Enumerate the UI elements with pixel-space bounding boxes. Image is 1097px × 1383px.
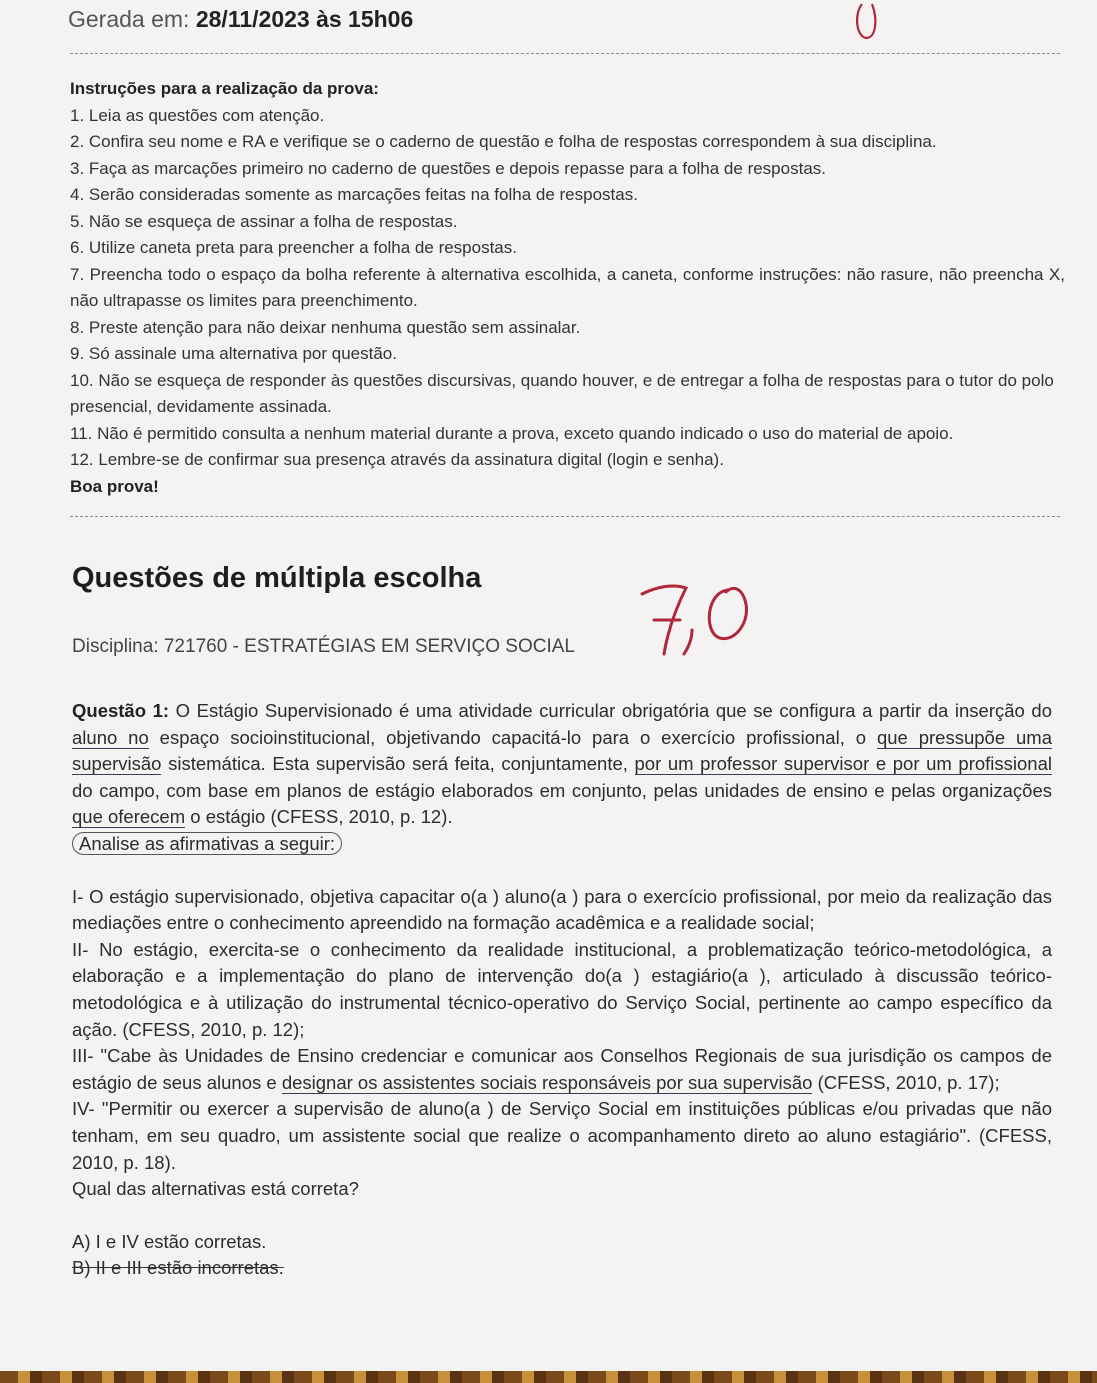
grade-handwritten bbox=[628, 570, 768, 665]
stem-text: espaço socioinstitucional, objetivando capacitá-lo para o exercício profissional, o bbox=[148, 726, 877, 748]
discipline-line: Disciplina: 721760 - ESTRATÉGIAS EM SERVIÇO SOCIAL bbox=[72, 636, 575, 657]
instructions-title: Instruções para a realização da prova: bbox=[70, 79, 379, 98]
question-1-ask: Qual das alternativas está correta? bbox=[72, 1178, 359, 1200]
instruction-item: 7. Preencha todo o espaço da bolha referente à alternativa escolhida, a caneta, conforme instruções: não rasure, não preencha X, não ultrapasse os limites para preenchimento. bbox=[70, 264, 1065, 310]
question-1-stem bbox=[72, 698, 1052, 831]
statement-1: I- O estágio supervisionado, objetiva capacitar o(a ) aluno(a ) para o exercício profissional, por meio da realização das mediações entre o conhecimento apreendido na formação acadêmica e a realidade social; bbox=[72, 885, 1052, 934]
question-1-label: Questão 1: bbox=[72, 700, 170, 721]
bottom-edge-strip bbox=[0, 1371, 1097, 1383]
option-b[interactable]: B) II e III estão incorretas. bbox=[72, 1257, 284, 1279]
statement-2: II- No estágio, exercita-se o conhecimento da realidade institucional, a problematização teórico-metodológica, a elaboração e a implementação do plano de intervenção do(a ) estagiário(a ), articulado à discussão teórico-metodológica e à utilização do instrumental técnico-operativo do Serviço Social, pertinente ao campo específico da ação. (CFESS, 2010, p. 12); bbox=[72, 938, 1052, 1040]
generated-label: Gerada em: bbox=[68, 6, 190, 32]
stem-text: sistemática. Esta supervisão será feita, conjuntamente, bbox=[161, 753, 635, 775]
instruction-item: 2. Confira seu nome e RA e verifique se o caderno de questão e folha de respostas correspondem à sua disciplina. bbox=[70, 132, 937, 151]
option-a[interactable]: A) I e IV estão corretas. bbox=[72, 1230, 267, 1252]
instruction-item: 11. Não é permitido consulta a nenhum material durante a prova, exceto quando indicado o uso do material de apoio. bbox=[70, 423, 954, 443]
instruction-item: 5. Não se esqueça de assinar a folha de respostas. bbox=[70, 211, 458, 231]
stem-text: do campo, com base em planos de estágio elaborados em conjunto, pelas unidades de ensino e pelas organizações bbox=[72, 779, 1052, 801]
divider-bottom bbox=[70, 516, 1060, 517]
question-1 bbox=[72, 698, 1052, 1282]
generated-date-line bbox=[68, 6, 413, 33]
spacer bbox=[72, 1203, 1052, 1229]
stem-underlined: que oferecem bbox=[72, 806, 186, 828]
divider-top bbox=[70, 53, 1060, 54]
corner-mark-handwritten bbox=[848, 0, 888, 44]
instruction-item: 6. Utilize caneta preta para preencher a folha de respostas. bbox=[70, 238, 517, 257]
section-title: Questões de múltipla escolha bbox=[72, 562, 482, 594]
instruction-item: 10. Não se esqueça de responder às questões discursivas, quando houver, e de entregar a folha de respostas para o tutor do polo presencial, devidamente assinada. bbox=[70, 370, 1054, 416]
stem-underlined: aluno no bbox=[72, 726, 149, 748]
prompt-text: Analise as afirmativas a seguir: bbox=[72, 832, 342, 855]
spacer bbox=[72, 858, 1052, 884]
instruction-item: 9. Só assinale uma alternativa por questão. bbox=[70, 344, 397, 363]
generated-value: 28/11/2023 às 15h06 bbox=[195, 6, 414, 32]
stem-underlined: que pressupõe uma supervisão bbox=[72, 726, 1053, 775]
instructions-list bbox=[70, 103, 1065, 474]
instruction-item: 4. Serão consideradas somente as marcações feitas na folha de respostas. bbox=[70, 185, 638, 204]
statement-3 bbox=[72, 1043, 1052, 1096]
question-1-prompt bbox=[72, 831, 1052, 858]
instruction-item: 3. Faça as marcações primeiro no caderno de questões e depois repasse para a folha de respostas. bbox=[70, 158, 826, 178]
instructions-block bbox=[70, 76, 1065, 500]
statement-3-ref: (CFESS, 2010, p. 17); bbox=[812, 1071, 1000, 1093]
stem-text: o estágio (CFESS, 2010, p. 12). bbox=[185, 806, 453, 828]
instruction-item: 12. Lembre-se de confirmar sua presença através da assinatura digital (login e senha). bbox=[70, 450, 724, 469]
statement-3-underlined: designar os assistentes sociais responsáveis por sua supervisão bbox=[281, 1071, 813, 1093]
stem-underlined: por um professor supervisor e por um profissional bbox=[634, 753, 1052, 775]
statement-4: IV- "Permitir ou exercer a supervisão de aluno(a ) de Serviço Social em instituições públicas e/ou privadas que não tenham, em seu quadro, um assistente social que realize o acompanhamento direto ao aluno estagiário". (CFESS, 2010, p. 18). bbox=[72, 1098, 1052, 1173]
instruction-item: 8. Preste atenção para não deixar nenhuma questão sem assinalar. bbox=[70, 317, 581, 337]
instruction-item: 1. Leia as questões com atenção. bbox=[70, 105, 325, 125]
stem-text: O Estágio Supervisionado é uma atividade curricular obrigatória que se configura a partir da inserção do bbox=[175, 700, 1052, 721]
closing-text: Boa prova! bbox=[70, 476, 159, 496]
statement-3-text: III- "Cabe às Unidades de Ensino credenciar e comunicar aos Conselhos Regionais de sua jurisdição os campos de estágio de seus alunos e bbox=[72, 1045, 1052, 1093]
